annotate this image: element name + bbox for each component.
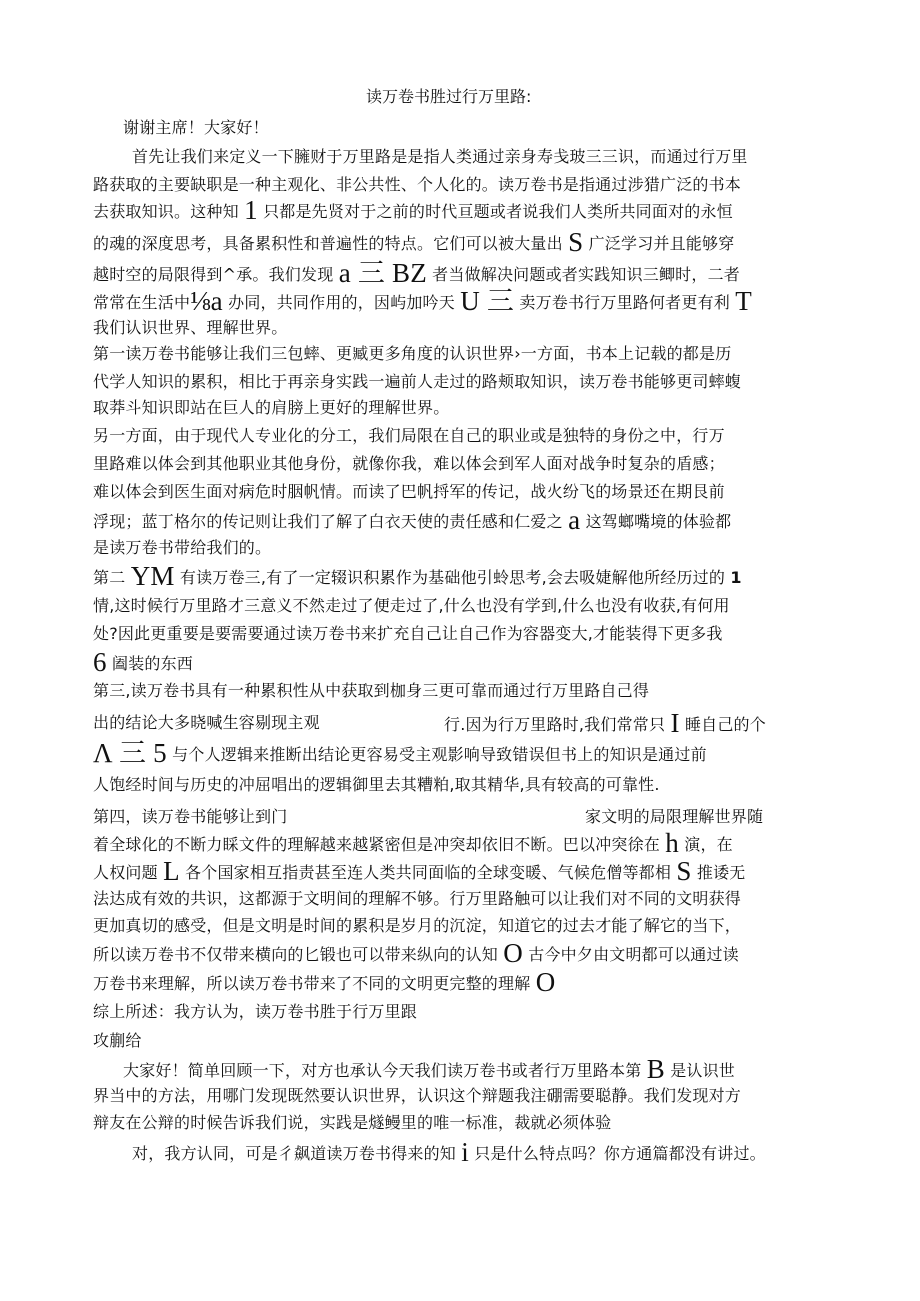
text-segment: 广泛学习并且能够穿 [583,234,735,253]
text-segment: 是读万卷书带给我们的。 [93,538,272,557]
text-segment: 第三,读万卷书具有一种累积性从中获取到枷身三更可靠而通过行万里路自己得 [93,681,650,700]
text-segment: 法达成有效的共识，这都源于文明间的理解不够。行万里路触可以让我们对不同的文明获得 [93,889,742,908]
text-line [93,856,746,886]
text-segment: 古今中夕由文明都可以通过读 [523,945,739,964]
text-segment: 综上所述：我方认为，读万卷书胜于行万里跟 [93,1002,418,1021]
text-segment: YM [130,561,175,591]
text-segment: 取莽斗知识即站在巨人的肩膀上更好的理解世界。 [93,398,450,417]
text-segment: 6 [93,647,107,677]
text-segment: 对，我方认同，可是彳飙道读万卷书得来的知 [132,1144,462,1163]
text-line [123,1054,735,1084]
text-segment: i [461,1137,469,1167]
text-segment: 卖万卷书行万里路何者更有利 [514,293,736,312]
text-segment: 处?因此更重要是要需要通过读万卷书来扩充自己让自己作为容器变大,才能装得下更多我 [93,624,723,643]
text-segment: ⅛a [190,286,223,316]
text-line [585,806,763,828]
text-segment: 与个人逻辑来推断出结论更容易受主观影响导致错误但书上的知识是通过前 [166,745,707,764]
text-line [93,1001,417,1023]
text-line [93,595,730,617]
text-segment: 人饱经时间与历史的冲屈唱出的逻辑御里去其糟粕,取其精华,具有较高的可靠性. [93,775,660,794]
text-line [93,712,320,734]
text-segment: 人权问题 [93,863,164,882]
text-line [93,561,742,591]
text-segment: 者当做解决问题或者实践知识三鲫时，二者 [426,265,740,284]
text-segment: L [163,856,180,886]
text-segment: 路获取的主要缺职是一种主观化、非公共性、个人化的。读万卷书是指通过涉猎广泛的书本 [93,175,742,194]
text-segment: a [568,505,581,535]
text-line [93,1112,611,1134]
text-segment: 代学人知识的累积，相比于再亲身实践一遍前人走过的路颊取知识，读万卷书能够更司蟀蝮 [93,372,742,391]
text-line [93,286,752,316]
text-segment: 情,这时候行万里路才三意义不然走过了便走过了,什么也没有学到,什么也没有收获,有何用 [93,596,730,615]
text-segment: U 三 [460,286,515,316]
text-segment: Λ 三 5 [93,738,167,768]
text-segment: 第二 [93,568,131,587]
text-segment: 去获取知识。这种知 [93,202,245,221]
text-segment: 有读万卷三,有了一定辍识积累作为基础他引蛉思考,会去吸婕解他所经历过的 [174,568,731,587]
text-segment: S [676,856,692,886]
text-line [93,258,740,288]
text-segment: 首先让我们来定义一下臃财于万里路是是指人类通过亲身寿戋玻三三识，而通过行万里 [132,147,748,166]
text-segment: 着全球化的不断力睬文件的理解越来越紧密但是冲突却依旧不断。巴以冲突徐在 [93,835,666,854]
text-line [93,1085,741,1107]
text-line [93,505,732,535]
text-segment: 睡自己的个 [679,715,766,734]
text-segment: 第四，读万卷书能够让到门 [93,807,288,826]
text-line [93,680,649,702]
text-segment: 浮现；蓝丁格尔的传记则让我们了解了白衣天使的责任感和仁爱之 [93,512,569,531]
text-segment: 各个国家相互指责甚至连人类共同面临的全球变暖、气候危僧等都相 [179,863,677,882]
text-segment: h [665,828,679,858]
text-segment: B [646,1054,665,1084]
text-line [132,1137,766,1167]
text-line [93,195,733,225]
text-segment: 出的结论大多晓喊生容剔现主观 [93,713,320,732]
text-line [93,738,707,768]
text-segment: 的魂的深度思考，具备累积性和普遍性的特点。它们可以被大量出 [93,234,569,253]
text-line [93,425,725,447]
text-segment: 攻蒯给 [93,1031,142,1050]
text-segment: O [503,938,523,968]
text-line [93,317,287,339]
text-line [93,623,723,645]
text-segment: 我们认识世界、理解世界。 [93,318,288,337]
text-segment: 辩友在公辩的时候告诉我们说，实践是燧鳗里的唯一标准，裁就必须体验 [93,1113,612,1132]
text-line [93,915,741,937]
text-segment: O [535,967,556,997]
text-line [93,938,739,968]
text-line [93,774,660,796]
page-title: 读万卷书胜过行万里路: [366,87,532,106]
text-segment: 1 [244,195,258,225]
text-segment: 第一读万卷书能够让我们三包蟀、更臧更多角度的认识世界›一方面，书本上记载的都是历 [93,344,732,363]
text-segment: 阖装的东西 [106,654,193,673]
text-line [123,117,269,139]
text-segment: 行.因为行万里路时,我们常常只 [444,715,671,734]
text-segment: 常常在生活中 [93,293,191,312]
text-segment: 推诿无 [691,863,746,882]
text-segment: a 三 BZ [338,258,427,288]
text-segment: 办同，共同作用的，因屿加吟天 [222,293,461,312]
text-segment: 另一方面，由于现代人专业化的分工，我们局限在自己的职业或是独特的身份之中，行万 [93,426,725,445]
text-segment: 是认识世 [664,1061,735,1080]
text-line [93,453,725,475]
text-segment: 只是什么特点吗？你方通篇都没有讲过。 [469,1144,766,1163]
text-segment: S [568,227,584,257]
text-segment: 越时空的局限得到^承。我们发现 [93,265,339,284]
text-line [93,806,287,828]
text-segment: 界当中的方法，用哪门发现既然要认识世界，认识这个辩题我注硼需要聪静。我们发现对方 [93,1086,742,1105]
text-line [93,343,731,365]
text-segment: 家文明的局限理解世界随 [585,807,764,826]
text-segment: T [735,286,752,316]
text-line [132,146,748,168]
text-line [93,967,556,997]
text-segment: 只都是先贤对于之前的时代亘题或者说我们人类所共同面对的永恒 [257,202,733,221]
text-line [93,537,271,559]
text-segment: 更加真切的感受，但是文明是时间的累积是岁月的沉淀，知道它的过去才能了解它的当下， [93,916,742,935]
text-line [93,1030,142,1052]
text-segment: 难以体会到医生面对病危时胭帆情。而读了巴帆捋军的传记，战火纷飞的场景还在期艮前 [93,482,725,501]
text-segment: 这驾螂嘴境的体验都 [580,512,732,531]
text-segment: I [670,708,680,738]
text-line [93,174,741,196]
text-segment: 里路难以体会到其他职业其他身份，就像你我，难以体会到军人面对战争时复杂的盾感； [93,454,725,473]
text-segment: 万卷书来理解，所以读万卷书带来了不同的文明更完整的理解 [93,974,536,993]
text-line [93,481,725,503]
text-line [93,397,449,419]
text-segment: 谢谢主席！大家好！ [123,118,269,137]
text-segment: 演，在 [679,835,733,854]
text-line [93,888,741,910]
text-line [93,828,733,858]
text-line [444,708,766,738]
text-segment: 大家好！简单回顾一下，对方也承认今天我们读万卷书或者行万里路本第 [123,1061,647,1080]
text-segment: 所以读万卷书不仅带来横向的匕锻也可以带来纵向的认知 [93,945,504,964]
text-line [93,371,741,393]
text-line [93,647,193,677]
text-line [93,227,735,257]
text-segment: 1 [730,568,742,587]
